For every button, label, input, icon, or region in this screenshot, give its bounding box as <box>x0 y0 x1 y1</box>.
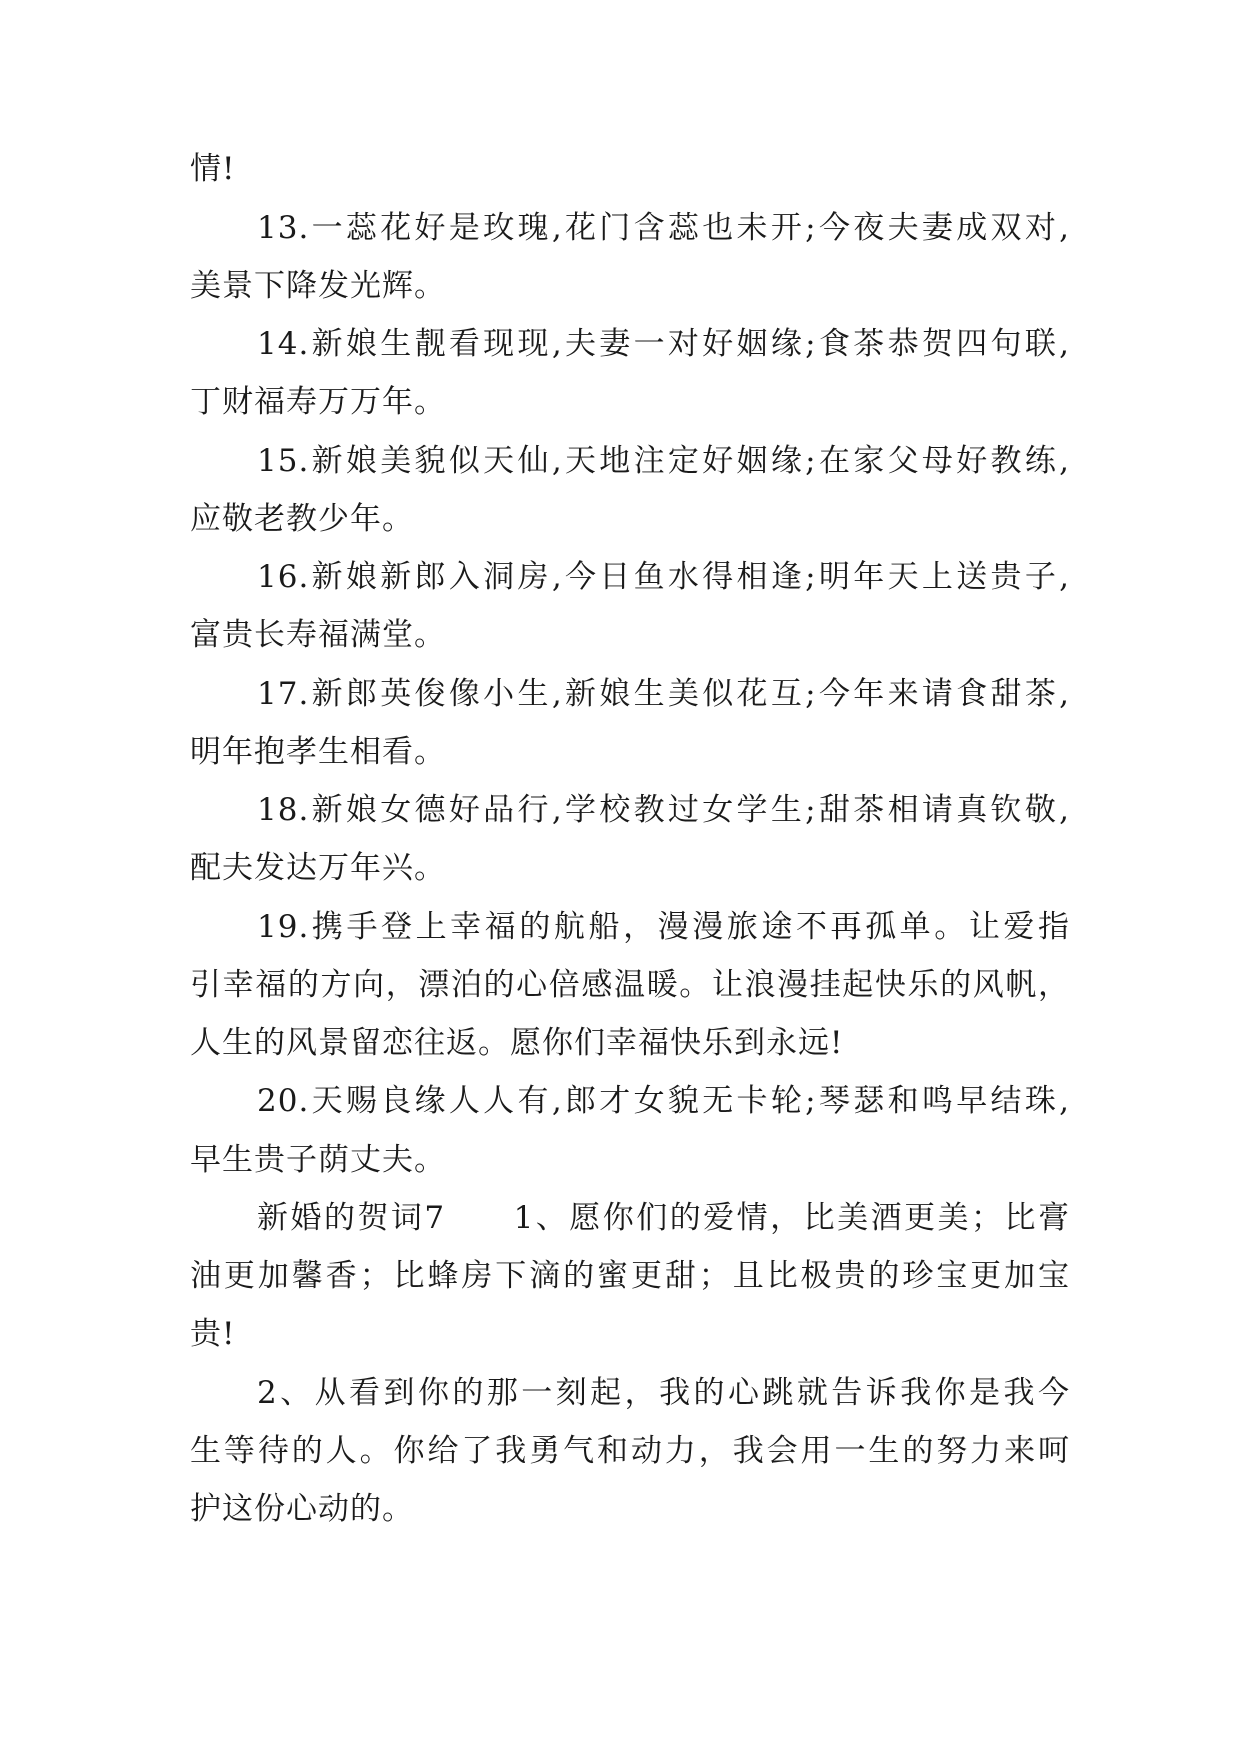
text-line: 丁财福寿万万年。 <box>190 384 446 420</box>
text-line: 应敬老教少年。 <box>190 501 414 537</box>
text-line: 富贵长寿福满堂。 <box>190 617 446 653</box>
text-line: 护这份心动的。 <box>190 1491 414 1527</box>
text-line: 油更加馨香；比蜂房下滴的蜜更甜；且比极贵的珍宝更加宝 <box>190 1258 1070 1294</box>
text-line: 配夫发达万年兴。 <box>190 850 446 886</box>
text-line: 15.新娘美貌似天仙,天地注定好姻缘;在家父母好教练, <box>257 443 1070 479</box>
text-line: 2、从看到你的那一刻起，我的心跳就告诉我你是我今 <box>257 1375 1070 1411</box>
text-line: 13.一蕊花好是玫瑰,花门含蕊也未开;今夜夫妻成双对, <box>257 210 1070 246</box>
text-line: 14.新娘生靓看现现,夫妻一对好姻缘;食茶恭贺四句联, <box>257 326 1070 362</box>
text-line: 19.携手登上幸福的航船，漫漫旅途不再孤单。让爱指 <box>257 909 1070 945</box>
text-line: 引幸福的方向，漂泊的心倍感温暖。让浪漫挂起快乐的风帆， <box>190 967 1070 1003</box>
text-line: 18.新娘女德好品行,学校教过女学生;甜茶相请真钦敬, <box>257 792 1070 828</box>
text-line: 20.天赐良缘人人有,郎才女貌无卡轮;琴瑟和鸣早结珠, <box>257 1083 1070 1119</box>
text-line: 早生贵子荫丈夫。 <box>190 1142 446 1178</box>
text-line: 17.新郎英俊像小生,新娘生美似花互;今年来请食甜茶, <box>257 676 1070 712</box>
text-line: 生等待的人。你给了我勇气和动力，我会用一生的努力来呵 <box>190 1433 1070 1469</box>
text-line: 明年抱孝生相看。 <box>190 734 446 770</box>
text-line: 新婚的贺词7 1、愿你们的爱情，比美酒更美；比膏 <box>257 1200 1070 1236</box>
text-line: 人生的风景留恋往返。愿你们幸福快乐到永远! <box>190 1025 844 1061</box>
text-line: 贵! <box>190 1316 236 1352</box>
text-line: 16.新娘新郎入洞房,今日鱼水得相逢;明年天上送贵子, <box>257 559 1070 595</box>
text-line: 美景下降发光辉。 <box>190 268 446 304</box>
text-line: 情! <box>190 151 236 187</box>
